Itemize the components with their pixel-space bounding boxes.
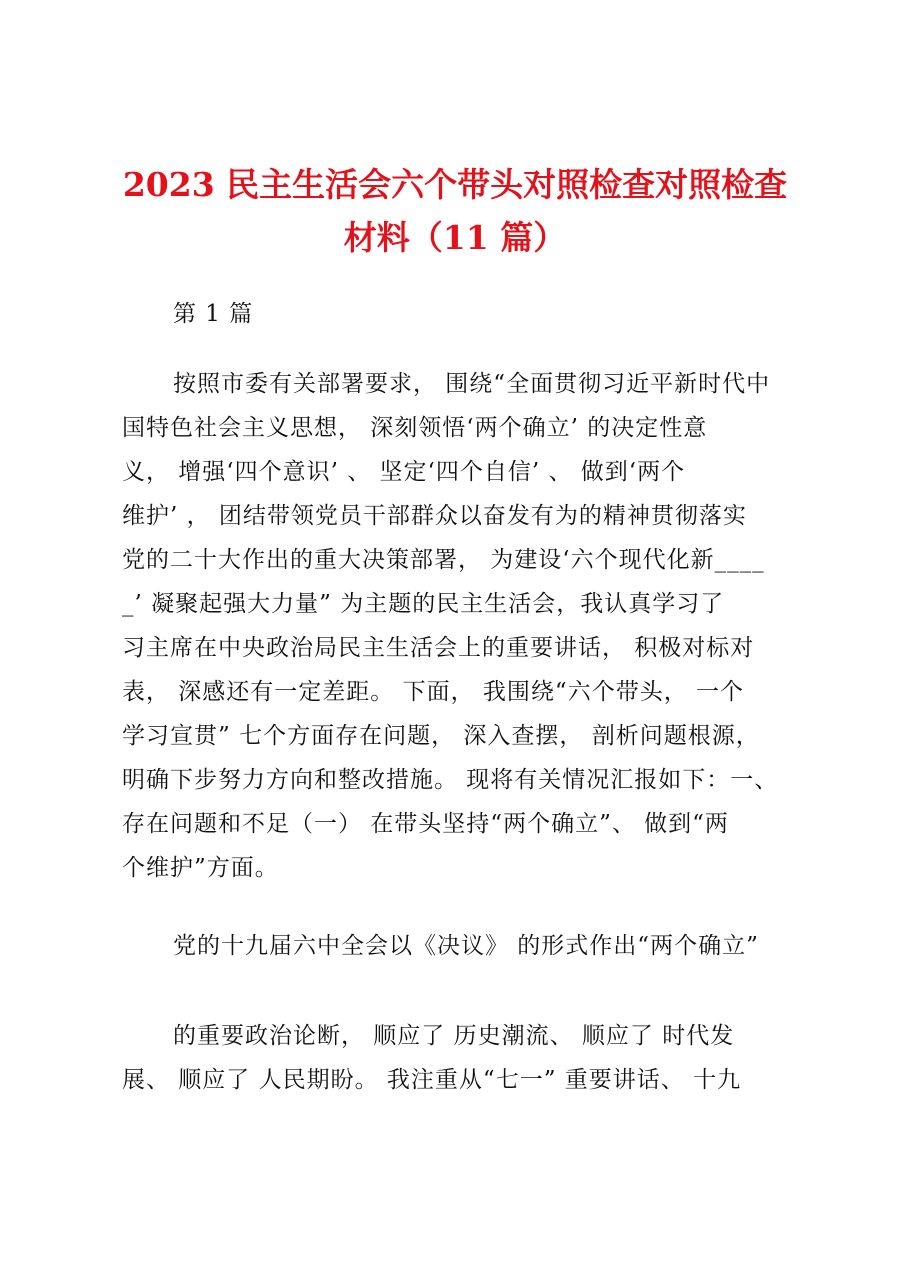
paragraph-line: 按照市委有关部署要求， 围绕“全面贯彻习近平新时代中 <box>173 371 771 397</box>
paragraph-line: 的重要政治论断， 顺应了 历史潮流、 顺应了 时代发 <box>173 1023 735 1049</box>
paragraph-line: 国特色社会主义思想， 深刻领悟‘两个确立’ 的决定性意 <box>122 415 708 441</box>
paragraph-line: 义， 增强‘四个意识’ 、 坚定‘四个自信’ 、 做到‘两个 <box>122 459 686 485</box>
paragraph-line: 维护’ ， 团结带领党员干部群众以奋发有为的精神贯彻落实 <box>122 503 747 529</box>
document-title-line-2: 材料（11 篇） <box>343 218 567 257</box>
paragraph-line: 个维护”方面。 <box>122 855 279 881</box>
paragraph-line: 党的二十大作出的重大决策部署， 为建设‘六个现代化新____ <box>122 547 765 573</box>
paragraph-line: 存在问题和不足（一） 在带头坚持“两个确立”、 做到“两 <box>122 811 729 837</box>
document-title-line-1: 2023 民主生活会六个带头对照检查对照检查 <box>122 165 788 204</box>
paragraph-line: 党的十九届六中全会以《决议》 的形式作出“两个确立” <box>173 933 759 959</box>
paragraph-line: _’ 凝聚起强大力量” 为主题的民主生活会，我认真学习了 <box>122 591 725 617</box>
paragraph-line: 表， 深感还有一定差距。 下面， 我围绕“六个带头， 一个 <box>122 679 745 705</box>
paragraph-line: 明确下步努力方向和整改措施。 现将有关情况汇报如下：一、 <box>122 767 779 793</box>
paragraph-line: 习主席在中央政治局民主生活会上的重要讲话， 积极对标对 <box>122 635 755 661</box>
paragraph-line: 学习宣贯” 七个方面存在问题， 深入查摆， 剖析问题根源， <box>122 723 760 749</box>
section-heading: 第 1 篇 <box>173 301 254 327</box>
paragraph-line: 展、 顺应了 人民期盼。 我注重从“七一” 重要讲话、 十九 <box>122 1067 742 1093</box>
